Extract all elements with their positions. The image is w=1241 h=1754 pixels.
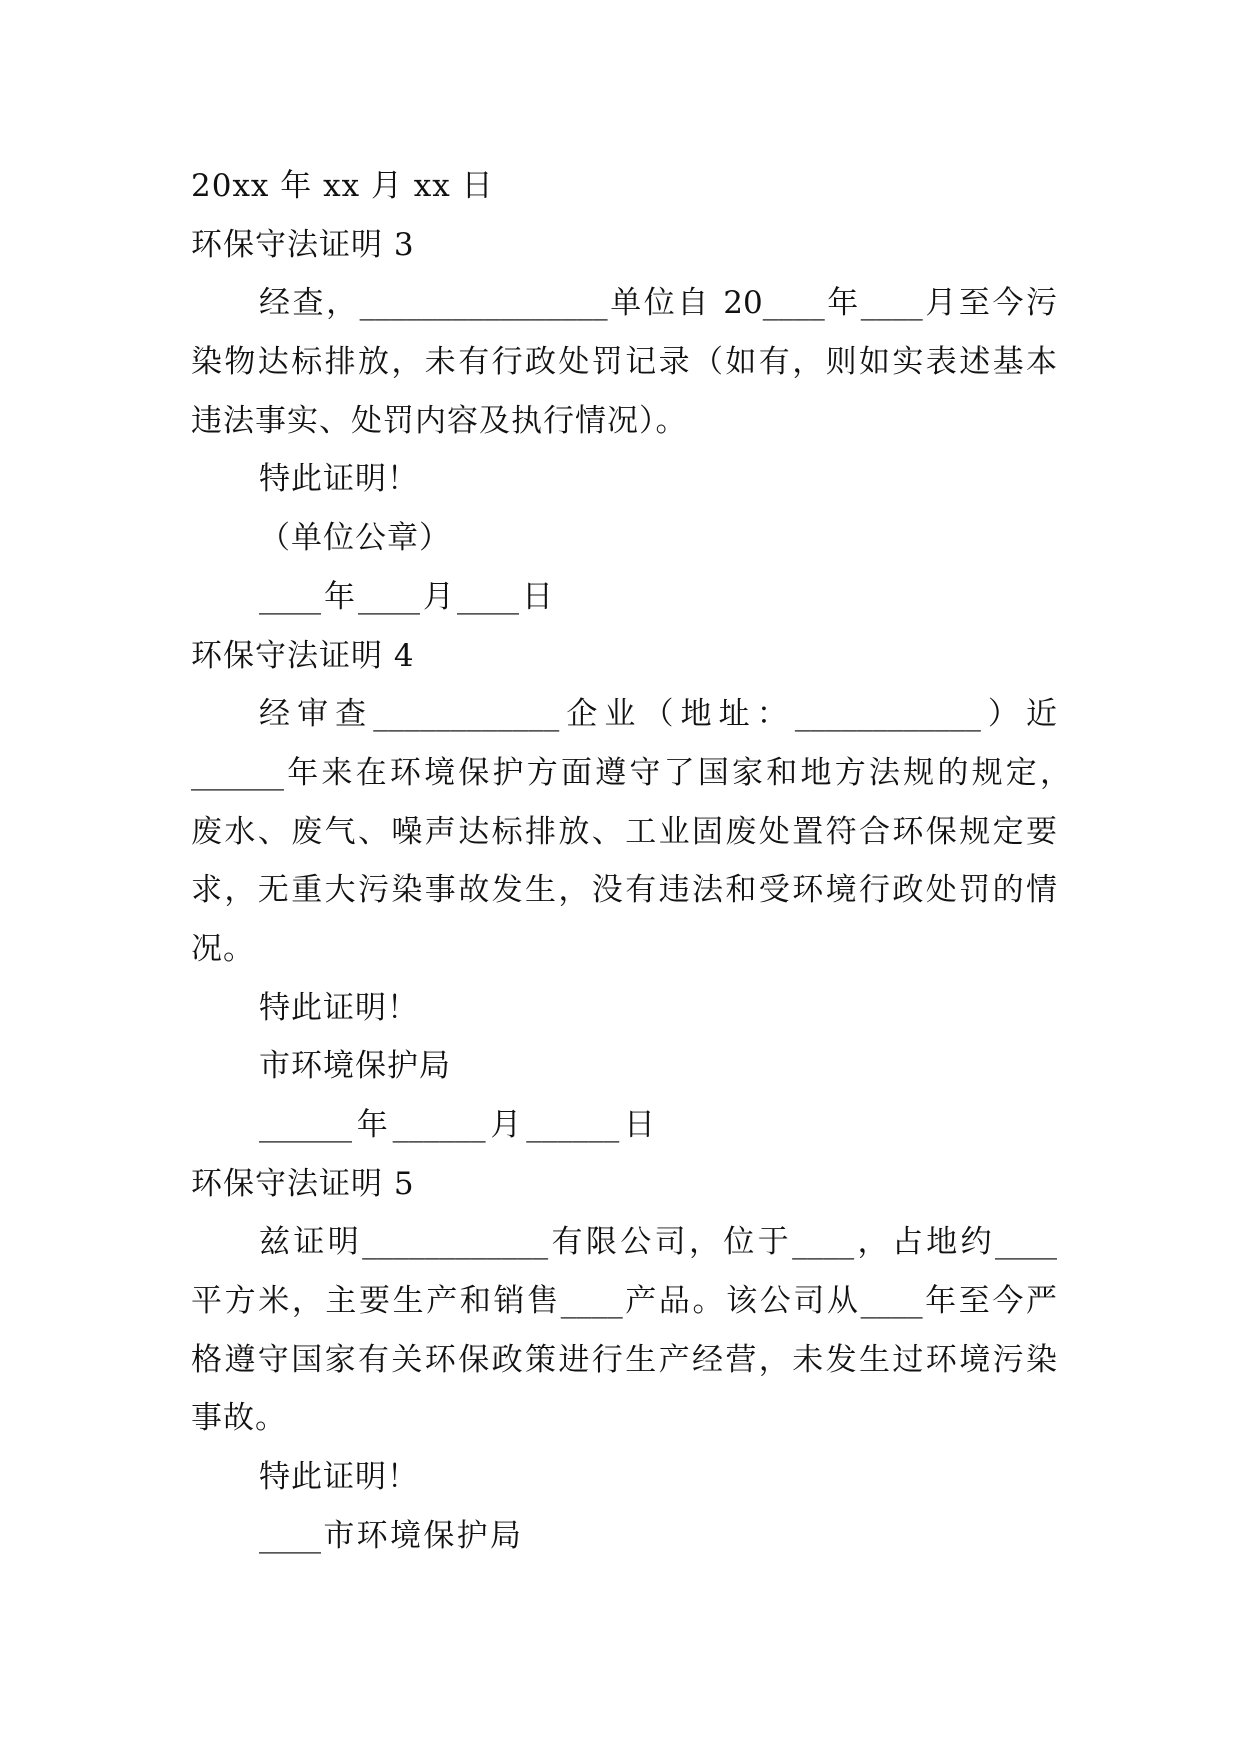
paragraph-line: 经审查____________企业（地址：____________）近 [259,696,1057,733]
paragraph-line: 事故。 [191,1400,287,1437]
certificate-section-3 [191,216,1241,627]
date-line: 20xx 年 xx 月 xx 日 [191,168,494,204]
paragraph-line: 染物达标排放，未有行政处罚记录（如有，则如实表述基本 [191,344,1057,381]
issuer-line: ____市环境保护局 [259,1517,521,1554]
date-blank-line: ____年____月____日 [259,578,553,615]
paragraph-line: 格遵守国家有关环保政策进行生产经营，未发生过环境污染 [191,1341,1057,1378]
paragraph-line: 经查，________________单位自 20____年____月至今污 [259,285,1057,322]
seal-line: （单位公章） [259,520,451,557]
section-title: 环保守法证明 5 [191,1165,415,1202]
section-title: 环保守法证明 4 [191,637,415,674]
closing-line: 特此证明！ [259,1459,419,1496]
certificate-section-5 [191,1155,1241,1566]
issuer-line: 市环境保护局 [259,1048,451,1085]
paragraph-line: ______年来在环境保护方面遵守了国家和地方法规的规定， [191,754,1071,791]
certificate-section-4 [191,627,1241,1155]
closing-line: 特此证明！ [259,461,419,498]
date-blank-line: ______年______月______日 [259,1107,655,1143]
paragraph-line: 况。 [191,930,255,967]
paragraph-line: 兹证明____________有限公司，位于____，占地约____ [259,1224,1057,1261]
paragraph-line: 求，无重大污染事故发生，没有违法和受环境行政处罚的情 [191,872,1057,909]
closing-line: 特此证明！ [259,989,419,1026]
paragraph-line: 废水、废气、噪声达标排放、工业固废处置符合环保规定要 [191,813,1057,850]
paragraph-line: 违法事实、处罚内容及执行情况）。 [191,402,688,439]
paragraph-line: 平方米，主要生产和销售____产品。该公司从____年至今严 [191,1283,1057,1320]
section-title: 环保守法证明 3 [191,226,415,263]
